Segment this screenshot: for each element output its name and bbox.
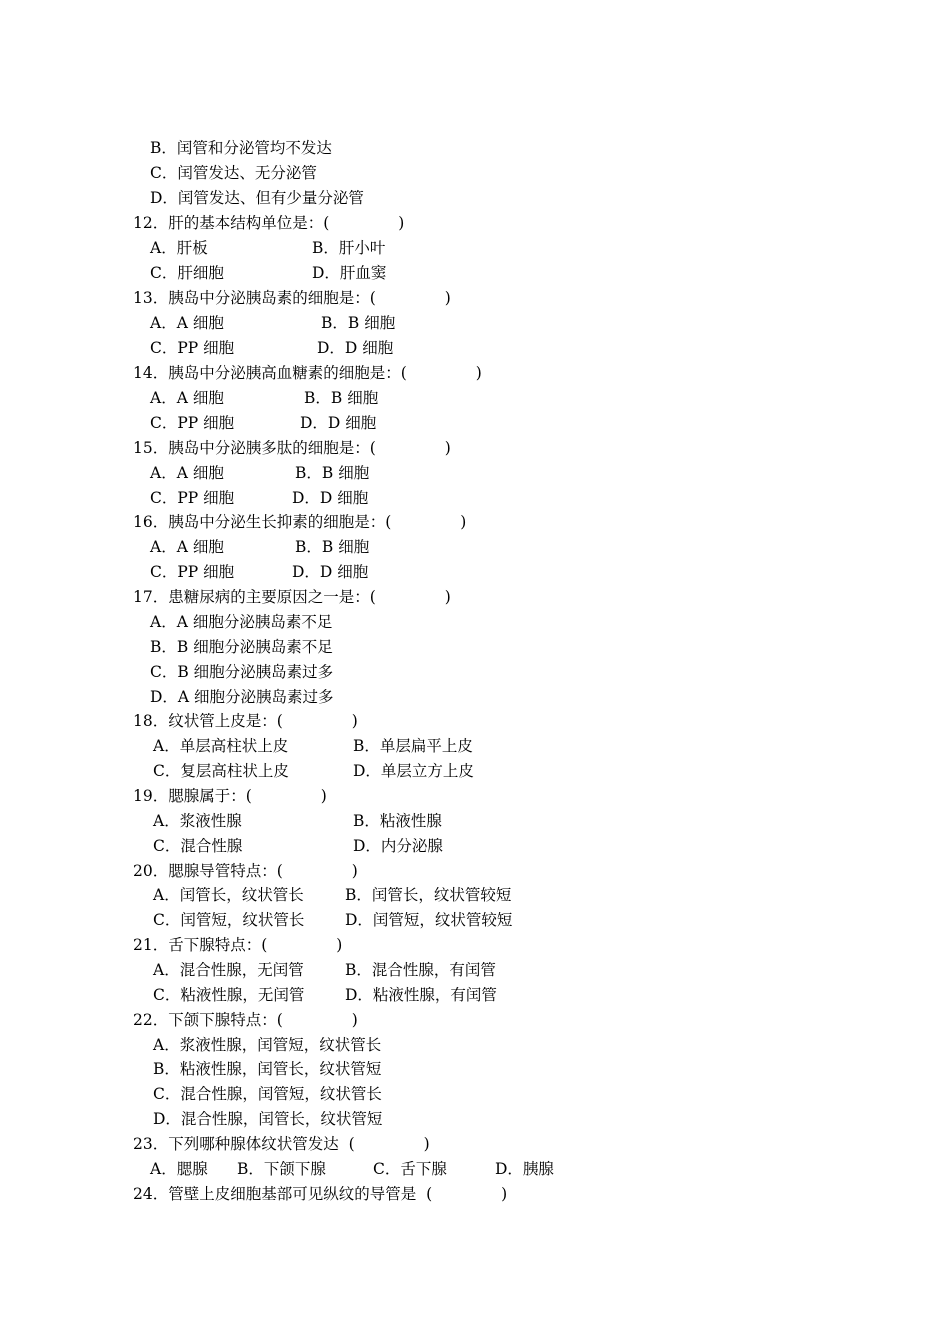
q21-option-a: A．混合性腺，无闰管: [153, 961, 304, 979]
q22-option-d: D．混合性腺，闰管长，纹状管短: [153, 1110, 383, 1128]
q17-option-d: D．A 细胞分泌胰岛素过多: [150, 688, 334, 706]
q16-option-c: C．PP 细胞: [150, 563, 235, 581]
q14-option-a: A．A 细胞: [150, 389, 224, 407]
q20-option-a: A．闰管长，纹状管长: [153, 886, 304, 904]
q14-option-c: C．PP 细胞: [150, 414, 235, 432]
q22-option-a: A．浆液性腺，闰管短，纹状管长: [153, 1036, 382, 1054]
q18-option-c: C．复层高柱状上皮: [153, 762, 289, 780]
q19-question: 19．腮腺属于：( ): [133, 787, 327, 805]
q16-option-a: A．A 细胞: [150, 538, 224, 556]
q20-question: 20．腮腺导管特点：( ): [133, 862, 358, 880]
q14-option-d: D．D 细胞: [300, 414, 377, 432]
q22-question: 22．下颌下腺特点：( ): [133, 1011, 358, 1029]
q13-option-c: C．PP 细胞: [150, 339, 235, 357]
q19-option-d: D．内分泌腺: [353, 837, 443, 855]
q13-option-b: B．B 细胞: [321, 314, 396, 332]
q21-question: 21．舌下腺特点：( ): [133, 936, 343, 954]
q18-option-b: B．单层扁平上皮: [353, 737, 473, 755]
q15-question: 15．胰岛中分泌胰多肽的细胞是：( ): [133, 439, 451, 457]
q19-option-a: A．浆液性腺: [153, 812, 242, 830]
q12-option-a: A．肝板: [150, 239, 208, 257]
q12-option-b: B．肝小叶: [312, 239, 386, 257]
q16-option-d: D．D 细胞: [292, 563, 369, 581]
q21-option-c: C．粘液性腺，无闰管: [153, 986, 305, 1004]
q19-option-b: B．粘液性腺: [353, 812, 442, 830]
q15-option-a: A．A 细胞: [150, 464, 224, 482]
q18-question: 18．纹状管上皮是：( ): [133, 712, 358, 730]
q20-option-b: B．闰管长，纹状管较短: [345, 886, 512, 904]
q16-question: 16．胰岛中分泌生长抑素的细胞是：( ): [133, 513, 467, 531]
q22-option-c: C．混合性腺，闰管短，纹状管长: [153, 1085, 382, 1103]
q21-option-d: D．粘液性腺，有闰管: [345, 986, 497, 1004]
q18-option-d: D．单层立方上皮: [353, 762, 474, 780]
q19-option-c: C．混合性腺: [153, 837, 243, 855]
q23-option-c: C．舌下腺: [373, 1160, 447, 1178]
q21-option-b: B．混合性腺，有闰管: [345, 961, 496, 979]
q23-option-b: B．下颌下腺: [237, 1160, 326, 1178]
q17-question: 17．患糖尿病的主要原因之一是：( ): [133, 588, 451, 606]
q13-option-a: A．A 细胞: [150, 314, 224, 332]
q24-question: 24．管壁上皮细胞基部可见纵纹的导管是 ( ): [133, 1185, 508, 1203]
q16-option-b: B．B 细胞: [295, 538, 370, 556]
q14-question: 14．胰岛中分泌胰高血糖素的细胞是：( ): [133, 364, 482, 382]
q17-option-a: A．A 细胞分泌胰岛素不足: [150, 613, 333, 631]
q13-option-d: D．D 细胞: [317, 339, 394, 357]
q23-question: 23．下列哪种腺体纹状管发达 ( ): [133, 1135, 430, 1153]
q11-option-b: B．闰管和分泌管均不发达: [150, 139, 332, 157]
q17-option-c: C．B 细胞分泌胰岛素过多: [150, 663, 334, 681]
q23-option-d: D．胰腺: [495, 1160, 554, 1178]
q11-option-d: D．闰管发达、但有少量分泌管: [150, 189, 364, 207]
q12-option-d: D．肝血窦: [312, 264, 387, 282]
q22-option-b: B．粘液性腺，闰管长，纹状管短: [153, 1060, 382, 1078]
q17-option-b: B．B 细胞分泌胰岛素不足: [150, 638, 333, 656]
q23-option-a: A．腮腺: [150, 1160, 208, 1178]
q11-option-c: C．闰管发达、无分泌管: [150, 164, 317, 182]
q13-question: 13．胰岛中分泌胰岛素的细胞是：( ): [133, 289, 451, 307]
q12-question: 12．肝的基本结构单位是：( ): [133, 214, 405, 232]
q15-option-b: B．B 细胞: [295, 464, 370, 482]
q15-option-d: D．D 细胞: [292, 489, 369, 507]
q18-option-a: A．单层高柱状上皮: [153, 737, 289, 755]
q14-option-b: B．B 细胞: [304, 389, 379, 407]
q15-option-c: C．PP 细胞: [150, 489, 235, 507]
q20-option-d: D．闰管短，纹状管较短: [345, 911, 513, 929]
q12-option-c: C．肝细胞: [150, 264, 224, 282]
q20-option-c: C．闰管短，纹状管长: [153, 911, 305, 929]
